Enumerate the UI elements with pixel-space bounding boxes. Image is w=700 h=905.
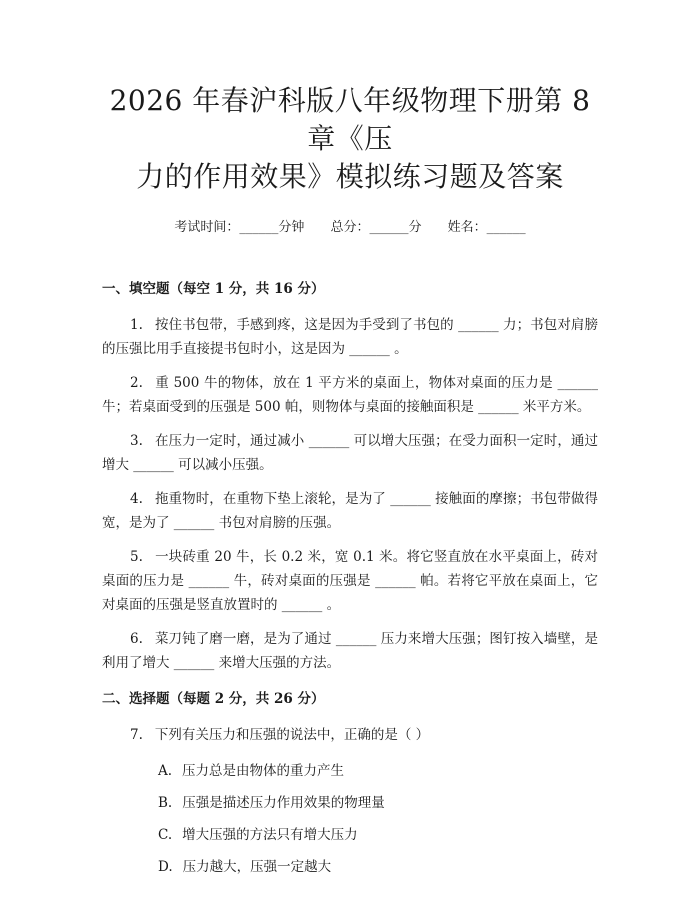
title-line-1: 2026 年春沪科版八年级物理下册第 8 章《压 xyxy=(109,84,591,155)
question-7 xyxy=(102,723,598,747)
section-fill-in-heading: 一、填空题（每空 1 分，共 16 分） xyxy=(102,281,325,297)
question-text: 拖重物时，在重物下垫上滚轮，是为了 ______ 接触面的摩擦；书包带做得宽，是为了 ______ 书包对肩膀的压强。 xyxy=(102,491,598,531)
section-multiple-choice-heading: 二、选择题（每题 2 分，共 26 分） xyxy=(102,691,325,707)
question-text: 下列有关压力和压强的说法中，正确的是（ ） xyxy=(154,727,430,743)
option-text: 压力总是由物体的重力产生 xyxy=(182,763,345,779)
exam-info xyxy=(102,216,598,235)
option-b xyxy=(158,793,598,813)
question-4 xyxy=(102,487,598,535)
question-3 xyxy=(102,429,598,477)
question-text: 在压力一定时，通过减小 ______ 可以增大压强；在受力面积一定时，通过增大 ______ 可以减小压强。 xyxy=(102,433,598,473)
question-number: 4. xyxy=(130,491,143,507)
question-text: 一块砖重 20 牛，长 0.2 米，宽 0.1 米。将它竖直放在水平桌面上，砖对桌面的压力是 ______ 牛，砖对桌面的压强是 ______ 帕。若将它平放在桌面上，它对桌面的压强是竖直放置时的 ______ 。 xyxy=(102,549,598,613)
question-5 xyxy=(102,545,598,617)
option-text: 压力越大，压强一定越大 xyxy=(182,859,332,875)
question-2 xyxy=(102,371,598,419)
option-letter: D. xyxy=(158,859,173,875)
title-line-2: 力的作用效果》模拟练习题及答案 xyxy=(136,160,564,193)
option-text: 压强是描述压力作用效果的物理量 xyxy=(182,795,385,811)
question-number: 5. xyxy=(130,549,143,565)
option-text: 增大压强的方法只有增大压力 xyxy=(182,827,358,843)
question-text: 菜刀钝了磨一磨，是为了通过 ______ 压力来增大压强；图钉按入墙壁，是利用了增大 ______ 来增大压强的方法。 xyxy=(102,631,598,671)
option-c xyxy=(158,825,598,845)
document-title xyxy=(102,82,598,196)
option-letter: A. xyxy=(158,763,173,779)
question-6 xyxy=(102,627,598,675)
question-text: 重 500 牛的物体，放在 1 平方米的桌面上，物体对桌面的压力是 ______ 牛；若桌面受到的压强是 500 帕，则物体与桌面的接触面积是 ______ 米平方米。 xyxy=(102,375,598,415)
question-number: 1. xyxy=(130,317,143,333)
option-a xyxy=(158,761,598,781)
question-1 xyxy=(102,313,598,361)
question-number: 3. xyxy=(130,433,143,449)
option-letter: B. xyxy=(158,795,173,811)
option-d xyxy=(158,857,598,877)
question-number: 2. xyxy=(130,375,143,391)
option-letter: C. xyxy=(158,827,173,843)
student-name: 姓名：______ xyxy=(447,220,526,235)
exam-time: 考试时间：______分钟 xyxy=(174,220,305,235)
question-number: 7. xyxy=(130,727,143,743)
total-score: 总分：______分 xyxy=(330,220,422,235)
question-text: 按住书包带，手感到疼，这是因为手受到了书包的 ______ 力；书包对肩膀的压强比用手直接提书包时小，这是因为 ______ 。 xyxy=(102,317,598,357)
question-number: 6. xyxy=(130,631,143,647)
